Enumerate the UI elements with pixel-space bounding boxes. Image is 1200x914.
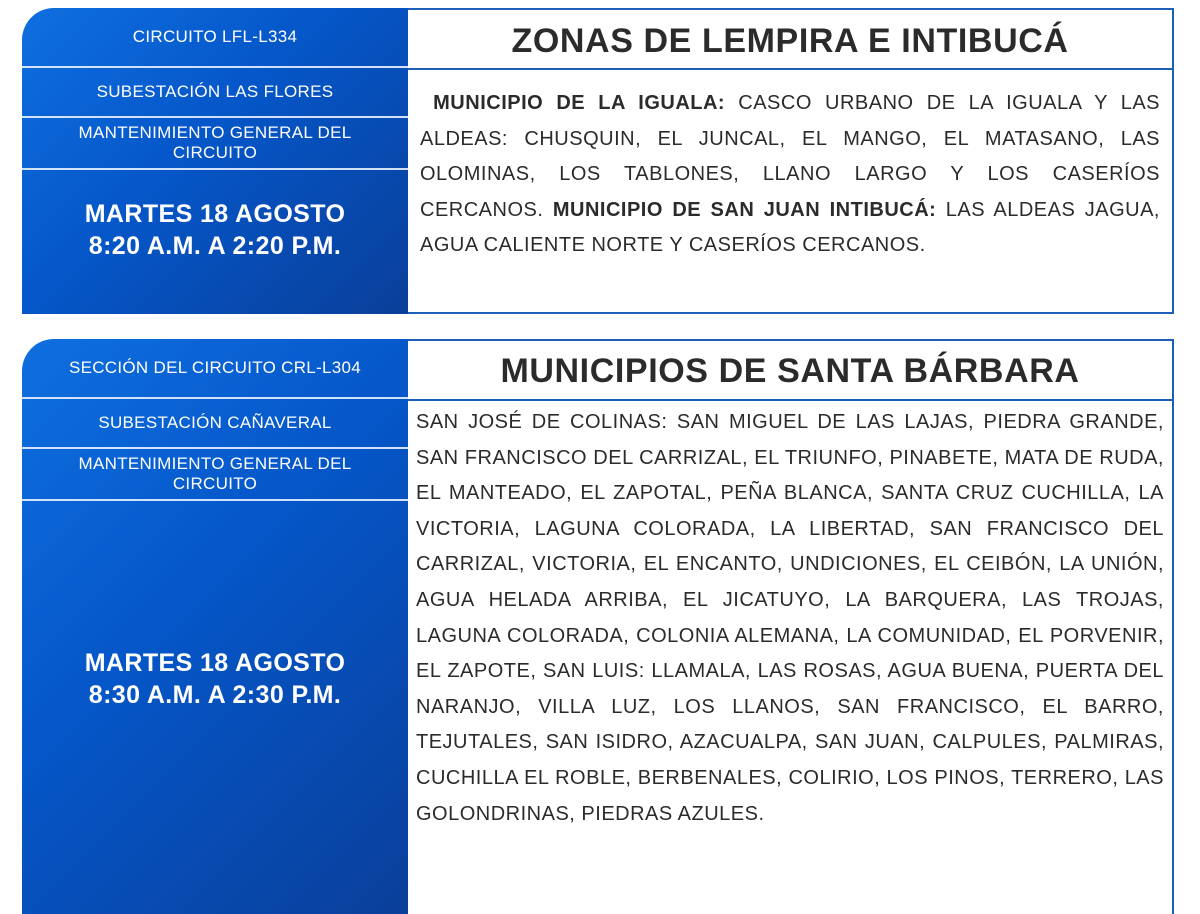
municipio-san-juan-label: MUNICIPIO DE SAN JUAN INTIBUCÁ: [552, 198, 937, 221]
circuit-label: CIRCUITO LFL-L334 [132, 27, 298, 46]
circuit-label: SECCIÓN DEL CIRCUITO CRL-L304 [68, 358, 362, 377]
outage-time: 8:30 A.M. A 2:30 P.M. [88, 681, 342, 709]
substation-label: SUBESTACIÓN LAS FLORES [96, 82, 334, 101]
schedule-panel [22, 339, 408, 914]
outage-time: 8:20 A.M. A 2:20 P.M. [88, 232, 342, 260]
schedule-panel [22, 8, 408, 314]
zone-panel [408, 339, 1174, 914]
maintenance-label: MANTENIMIENTO GENERAL DEL CIRCUITO [78, 123, 352, 162]
outage-card-santa-barbara [22, 339, 1174, 914]
municipio-la-iguala-label: MUNICIPIO DE LA IGUALA: [433, 92, 726, 114]
outage-date: MARTES 18 AGOSTO [84, 649, 346, 677]
outage-date: MARTES 18 AGOSTO [84, 200, 346, 228]
zone-title: ZONAS DE LEMPIRA E INTIBUCÁ [511, 22, 1069, 60]
zone-description: SAN JOSÉ DE COLINAS: SAN MIGUEL DE LAS LAJAS, PIEDRA GRANDE, SAN FRANCISCO DEL CARRIZAL, EL TRIUNFO, PINABETE, MATA DE RUDA, EL MANTEADO, EL ZAPOTAL, PEÑA BLANCA, SANTA CRUZ CUCHILLA, LA VICTORIA, LAGUNA COLORADA, LA LIBERTAD, SAN FRANCISCO DEL CARRIZAL, VICTORIA, EL ENCANTO, UNDICIONES, EL CEIBÓN, LA UNIÓN, AGUA HELADA ARRIBA, EL JICATUYO, LA BARQUERA, LAS TROJAS, LAGUNA COLORADA, COLONIA ALEMANA, LA COMUNIDAD, EL PORVENIR, EL ZAPOTE, SAN LUIS: LLAMALA, LAS ROSAS, AGUA BUENA, PUERTA DEL NARANJO, VILLA LUZ, LOS LLANOS, SAN FRANCISCO, EL BARRO, TEJUTALES, SAN ISIDRO, AZACUALPA, SAN JUAN, CALPULES, PALMIRAS, CUCHILLA EL ROBLE, BERBENALES, COLIRIO, LOS PINOS, TERRERO, LAS GOLONDRINAS, PIEDRAS AZULES. [416, 411, 1164, 825]
outage-card-lempira-intibuca [22, 8, 1174, 314]
municipio-la-iguala-text: CASCO URBANO DE LA IGUALA Y LAS ALDEAS: CHUSQUIN, EL JUNCAL, EL MANGO, EL MATASANO, LAS OLOMINAS, LOS TABLONES, LLANO LARGO Y LOS CASERÍOS CERCANOS. [420, 92, 1161, 221]
zone-description [420, 86, 1160, 264]
maintenance-label: MANTENIMIENTO GENERAL DEL CIRCUITO [78, 454, 352, 493]
substation-label: SUBESTACIÓN CAÑAVERAL [98, 413, 332, 432]
zone-panel [408, 8, 1174, 314]
zone-title: MUNICIPIOS DE SANTA BÁRBARA [500, 352, 1080, 390]
municipio-san-juan-text: LAS ALDEAS JAGUA, AGUA CALIENTE NORTE Y CASERÍOS CERCANOS. [420, 198, 1160, 257]
